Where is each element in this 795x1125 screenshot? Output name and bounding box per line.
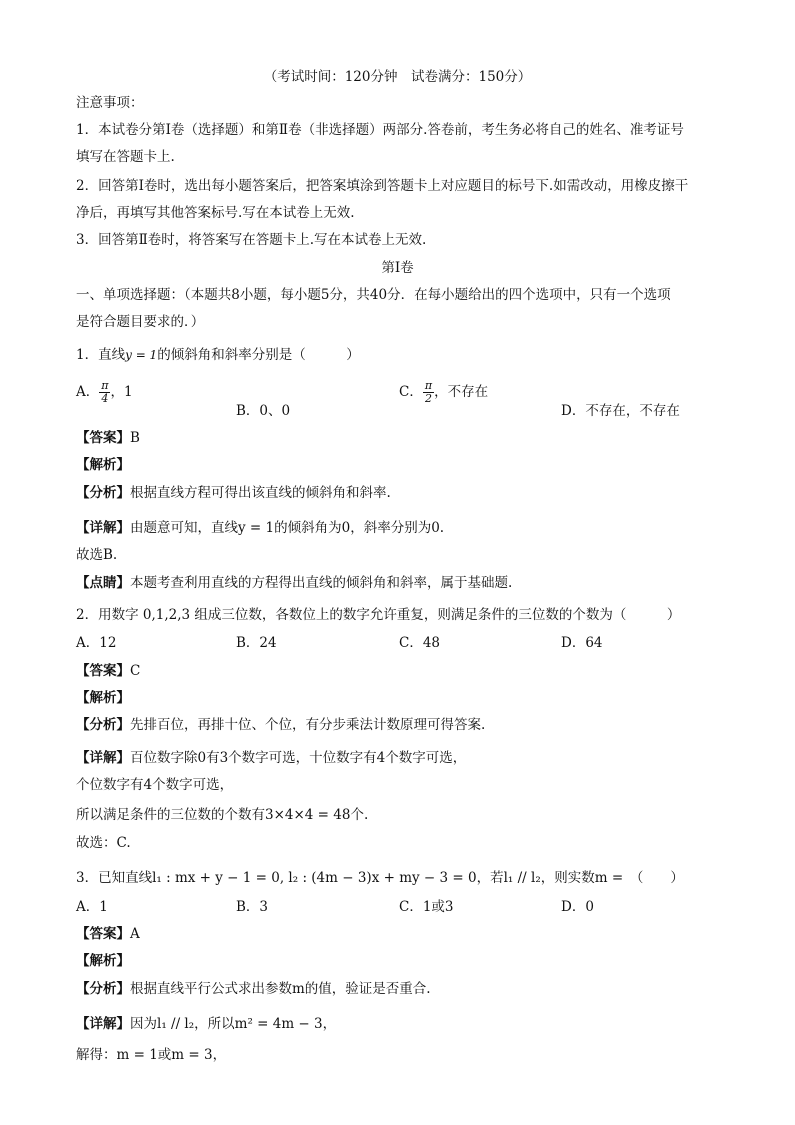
notice-line-3: 2．回答第Ⅰ卷时，选出每小题答案后，把答案填涂到答题卡上对应题目的标号下.如需改动，用橡皮擦干 xyxy=(76,178,689,194)
q2-conclusion: 故选：C. xyxy=(76,835,131,851)
q1-option-c xyxy=(399,380,488,405)
q2-detail-1 xyxy=(76,749,466,767)
section-title: 第Ⅰ卷 xyxy=(381,260,414,276)
q3-jiexi xyxy=(76,952,130,970)
q2-option-c: C．48 xyxy=(399,635,441,651)
notice-line-4: 净后，再填写其他答案标号.写在本试卷上无效. xyxy=(76,205,355,221)
section-text: 根据直线方程可得出该直线的倾斜角和斜率. xyxy=(130,485,391,501)
q1-option-a xyxy=(76,380,133,405)
part1-instructions-2: 是符合题目要求的．） xyxy=(76,314,205,330)
q1-option-d: D．不存在，不存在 xyxy=(561,403,680,419)
part1-instructions-1: 一、单项选择题：（本题共8小题，每小题5分，共40分．在每小题给出的四个选项中，只有一个选项 xyxy=(76,287,671,303)
q2-analysis xyxy=(76,716,485,734)
q1-comment xyxy=(76,574,512,592)
q3-option-d: D．0 xyxy=(561,899,594,915)
section-label: 【详解】 xyxy=(76,750,130,766)
q1-math: y = 1 xyxy=(125,348,158,362)
notice-line-2: 填写在答题卡上. xyxy=(76,149,175,165)
section-label: 【点睛】 xyxy=(76,575,130,591)
fraction-numerator: π xyxy=(424,379,433,392)
q2-option-d: D．64 xyxy=(561,635,603,651)
section-label: 【答案】 xyxy=(76,926,130,942)
q1-option-a-label: A． xyxy=(76,384,100,400)
section-text: A xyxy=(130,926,140,942)
q3-detail-2: 解得：m = 1或m = 3， xyxy=(76,1047,227,1063)
notice-title: 注意事项： xyxy=(76,95,144,111)
q3-option-b: B．3 xyxy=(236,899,269,915)
q1-stem-b: 的倾斜角和斜率分别是（ ） xyxy=(157,347,360,363)
section-label: 【解析】 xyxy=(76,953,130,969)
q1-detail xyxy=(76,519,444,537)
notice-line-5: 3．回答第Ⅱ卷时，将答案写在答题卡上.写在本试卷上无效. xyxy=(76,232,427,248)
q1-option-c-rest: ，不存在 xyxy=(434,384,489,400)
q2-option-a: A．12 xyxy=(76,635,117,651)
fraction-denominator: 4 xyxy=(101,392,109,405)
q2-detail-2: 个位数字有4个数字可选， xyxy=(76,777,234,793)
section-label: 【分析】 xyxy=(76,981,130,997)
question-2-stem: 2．用数字 0,1,2,3 组成三位数，各数位上的数字允许重复，则满足条件的三位数的个数为（ ） xyxy=(76,607,681,623)
q3-detail-1 xyxy=(76,1015,336,1033)
q3-option-c: C．1或3 xyxy=(399,899,454,915)
q3-analysis xyxy=(76,980,431,998)
fraction-numerator: π xyxy=(101,379,109,392)
section-text: 本题考查利用直线的方程得出直线的倾斜角和斜率，属于基础题. xyxy=(130,575,513,591)
section-label: 【答案】 xyxy=(76,430,130,446)
notice-line-1: 1．本试卷分第Ⅰ卷（选择题）和第Ⅱ卷（非选择题）两部分.答卷前，考生务必将自己的姓名、准考证号 xyxy=(76,122,684,138)
q1-option-b: B．0、0 xyxy=(236,403,291,419)
section-label: 【分析】 xyxy=(76,717,130,733)
section-text: 百位数字除0有3个数字可选，十位数字有4个数字可选， xyxy=(130,750,467,766)
section-label: 【详解】 xyxy=(76,520,130,536)
section-label: 【详解】 xyxy=(76,1016,130,1032)
section-text: B xyxy=(130,430,140,446)
q1-option-a-fraction xyxy=(99,380,110,405)
q1-stem-a: 1．直线 xyxy=(76,347,126,363)
q2-jiexi xyxy=(76,689,130,707)
q3-answer xyxy=(76,925,140,943)
section-text: 由题意可知，直线y = 1的倾斜角为0，斜率分别为0. xyxy=(130,520,445,536)
section-label: 【答案】 xyxy=(76,663,130,679)
q1-option-a-rest: ，1 xyxy=(110,384,133,400)
section-label: 【解析】 xyxy=(76,690,130,706)
q1-answer xyxy=(76,429,140,447)
q1-jiexi xyxy=(76,456,130,474)
section-text: 因为l₁ // l₂，所以m² = 4m − 3， xyxy=(130,1016,337,1032)
section-label: 【解析】 xyxy=(76,457,130,473)
q1-conclusion: 故选B. xyxy=(76,547,118,563)
q1-option-c-label: C． xyxy=(399,384,423,400)
q3-option-a: A．1 xyxy=(76,899,108,915)
exam-header: （考试时间：120分钟 试卷满分：150分） xyxy=(263,69,532,85)
q2-answer xyxy=(76,662,140,680)
fraction-denominator: 2 xyxy=(424,392,432,405)
section-text: C xyxy=(130,663,141,679)
section-text: 根据直线平行公式求出参数m的值，验证是否重合. xyxy=(130,981,431,997)
section-label: 【分析】 xyxy=(76,485,130,501)
q2-option-b: B．24 xyxy=(236,635,277,651)
q1-analysis xyxy=(76,484,391,502)
question-3-stem: 3．已知直线l₁ : mx + y − 1 = 0, l₂ : (4m − 3)x + my − 3 = 0，若l₁ // l₂，则实数m = （ ） xyxy=(76,870,684,886)
section-text: 先排百位，再排十位、个位，有分步乘法计数原理可得答案. xyxy=(130,717,486,733)
question-1-stem xyxy=(76,346,360,364)
q2-detail-3: 所以满足条件的三位数的个数有3×4×4 = 48个. xyxy=(76,807,369,823)
q1-option-c-fraction xyxy=(423,380,434,405)
